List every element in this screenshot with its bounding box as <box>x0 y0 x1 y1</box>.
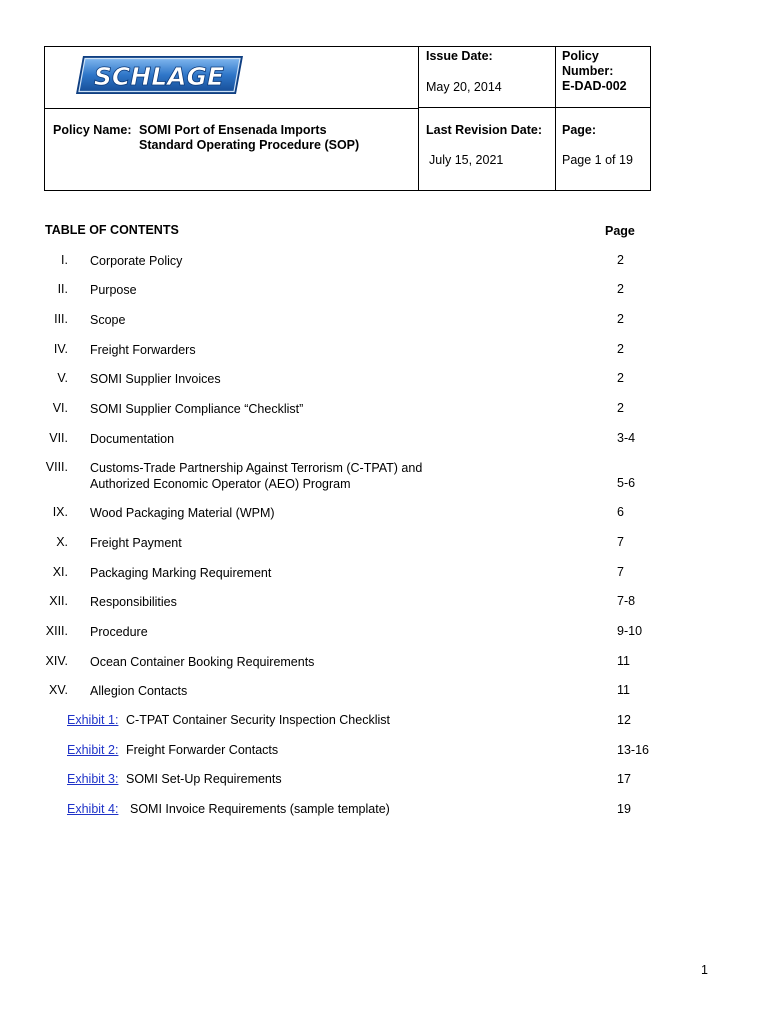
toc-row[interactable] <box>0 505 770 521</box>
toc-row-title: SOMI Supplier Compliance “Checklist” <box>90 402 304 416</box>
toc-row-title: Purpose <box>90 283 137 297</box>
toc-row-page: 2 <box>617 371 624 385</box>
footer-page-number: 1 <box>701 963 708 977</box>
toc-row-page: 7-8 <box>617 594 636 608</box>
toc-row-title: Responsibilities <box>90 595 177 609</box>
toc-row-title: Ocean Container Booking Requirements <box>90 655 315 669</box>
exhibit-4-link[interactable]: Exhibit 4: <box>67 802 119 816</box>
toc-row-title: Wood Packaging Material (WPM) <box>90 506 275 520</box>
toc-row[interactable] <box>0 565 770 581</box>
header-divider-vertical-1 <box>418 47 419 190</box>
toc-row-title: Allegion Contacts <box>90 684 188 698</box>
exhibit-title: SOMI Set-Up Requirements <box>126 772 282 786</box>
toc-row[interactable] <box>0 312 770 328</box>
toc-row-page: 2 <box>617 312 624 326</box>
toc-row[interactable] <box>0 431 770 447</box>
toc-row[interactable] <box>0 401 770 417</box>
exhibit-1-link[interactable]: Exhibit 1: <box>67 713 119 727</box>
toc-row-title: SOMI Supplier Invoices <box>90 372 221 386</box>
toc-row-number: X. <box>56 535 68 549</box>
toc-row[interactable] <box>0 342 770 358</box>
toc-row-number: XII. <box>49 594 68 608</box>
toc-row[interactable] <box>0 624 770 640</box>
toc-row-title-continued: Authorized Economic Operator (AEO) Program <box>90 477 351 491</box>
toc-row[interactable] <box>0 594 770 610</box>
toc-row-number: V. <box>57 371 68 385</box>
policy-name-line2: Standard Operating Procedure (SOP) <box>139 138 360 152</box>
toc-row-title: Packaging Marking Requirement <box>90 566 272 580</box>
toc-row-page: 2 <box>617 253 624 267</box>
toc-row[interactable] <box>0 253 770 269</box>
document-header-table <box>44 46 651 191</box>
header-divider-right <box>418 107 651 108</box>
header-divider-vertical-2 <box>555 47 556 190</box>
toc-row-page: 2 <box>617 401 624 415</box>
toc-row-page: 7 <box>617 535 624 549</box>
toc-row-number: IV. <box>53 342 68 356</box>
policy-name-label: Policy Name: <box>53 123 132 137</box>
exhibit-title: C-TPAT Container Security Inspection Checklist <box>126 713 390 727</box>
toc-row-page: 9-10 <box>617 624 643 638</box>
policy-number-value: E-DAD-002 <box>562 79 627 93</box>
page-label: Page: <box>562 123 597 137</box>
toc-row-title: Customs-Trade Partnership Against Terrorism (C-TPAT) and <box>90 461 423 475</box>
toc-page-header: Page <box>605 224 635 238</box>
exhibit-page: 19 <box>617 802 631 816</box>
last-revision-value: July 15, 2021 <box>429 153 504 167</box>
page-value: Page 1 of 19 <box>562 153 633 167</box>
toc-row-title: Documentation <box>90 432 175 446</box>
toc-row-page: 3-4 <box>617 431 636 445</box>
toc-row-page: 2 <box>617 342 624 356</box>
exhibit-title: SOMI Invoice Requirements (sample template) <box>130 802 390 816</box>
policy-number-label-1: Policy <box>562 49 599 63</box>
toc-row-number: IX. <box>52 505 68 519</box>
toc-row-number: XV. <box>48 683 68 697</box>
toc-row-number: VIII. <box>45 460 68 474</box>
toc-row-number: XI. <box>52 565 68 579</box>
exhibit-2-link[interactable]: Exhibit 2: <box>67 743 119 757</box>
header-divider-left <box>45 108 418 109</box>
exhibit-3-link[interactable]: Exhibit 3: <box>67 772 119 786</box>
toc-row-number: III. <box>54 312 68 326</box>
toc-row-page: 11 <box>617 683 630 697</box>
toc-row-number: XIV. <box>45 654 68 668</box>
policy-name-line1: SOMI Port of Ensenada Imports <box>139 123 327 137</box>
toc-row-number: II. <box>57 282 68 296</box>
toc-row-number: I. <box>61 253 68 267</box>
exhibit-page: 17 <box>617 772 631 786</box>
exhibit-page: 13-16 <box>617 743 649 757</box>
toc-row-number: VI. <box>52 401 68 415</box>
toc-row-page: 5-6 <box>617 476 636 490</box>
schlage-logo <box>73 53 247 97</box>
toc-row-number: VII. <box>49 431 68 445</box>
toc-row[interactable] <box>0 654 770 670</box>
toc-row[interactable] <box>0 460 770 492</box>
last-revision-label: Last Revision Date: <box>426 123 543 137</box>
toc-row[interactable] <box>0 683 770 699</box>
toc-row-page: 6 <box>617 505 624 519</box>
toc-row-page: 11 <box>617 654 630 668</box>
toc-row-title: Freight Payment <box>90 536 182 550</box>
toc-row-number: XIII. <box>45 624 68 638</box>
toc-row[interactable] <box>0 282 770 298</box>
toc-row-title: Procedure <box>90 625 148 639</box>
toc-row-title: Corporate Policy <box>90 254 183 268</box>
exhibit-title: Freight Forwarder Contacts <box>126 743 279 757</box>
policy-number-label-2: Number: <box>562 64 614 78</box>
toc-row[interactable] <box>0 535 770 551</box>
toc-row[interactable] <box>0 371 770 387</box>
exhibit-page: 12 <box>617 713 631 727</box>
toc-row-page: 7 <box>617 565 624 579</box>
issue-date-value: May 20, 2014 <box>426 80 502 94</box>
toc-row-title: Freight Forwarders <box>90 343 196 357</box>
toc-row-title: Scope <box>90 313 126 327</box>
toc-title: TABLE OF CONTENTS <box>45 223 179 237</box>
toc-row-page: 2 <box>617 282 624 296</box>
issue-date-label: Issue Date: <box>426 49 493 63</box>
logo-text: SCHLAGE <box>93 62 225 91</box>
